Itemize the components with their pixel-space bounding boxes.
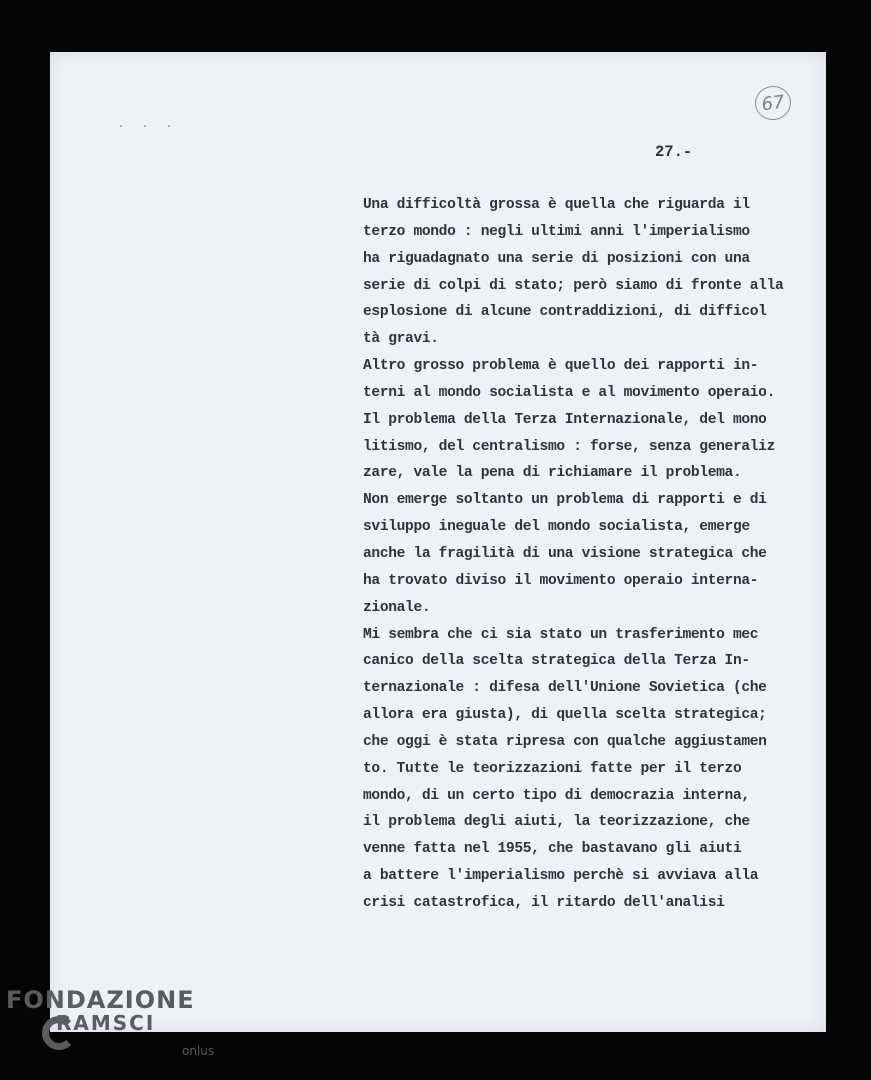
- text-line: Il problema della Terza Internazionale, del mono: [363, 411, 767, 428]
- page-number: 27.-: [655, 143, 693, 161]
- text-line: il problema degli aiuti, la teorizzazione, che: [363, 814, 750, 831]
- logo-line-1: FONDAZIONE: [6, 986, 195, 1014]
- text-line: venne fatta nel 1955, che bastavano gli aiuti: [363, 841, 742, 858]
- text-line: mondo, di un certo tipo di democrazia interna,: [363, 787, 750, 804]
- text-line: canico della scelta strategica della Terza In-: [363, 653, 750, 670]
- text-line: terzo mondo : negli ultimi anni l'imperialismo: [363, 223, 750, 240]
- text-line: ternazionale : difesa dell'Unione Sovietica (che: [363, 680, 767, 697]
- text-line: esplosione di alcune contraddizioni, di difficol: [363, 304, 767, 321]
- text-line: Una difficoltà grossa è quella che riguarda il: [363, 197, 750, 213]
- text-line: Non emerge soltanto un problema di rapporti e di: [363, 492, 767, 509]
- text-line: serie di colpi di stato; però siamo di fronte alla: [363, 277, 784, 294]
- text-line: a battere l'imperialismo perchè si avviava alla: [363, 868, 759, 885]
- paper-marks: · · ·: [118, 122, 179, 133]
- text-line: ha trovato diviso il movimento operaio interna-: [363, 572, 759, 589]
- text-line: ha riguadagnato una serie di posizioni con una: [363, 250, 750, 267]
- text-line: tà gravi.: [363, 331, 439, 348]
- text-line: litismo, del centralismo : forse, senza generaliz: [363, 438, 775, 455]
- text-line: terni al mondo socialista e al movimento operaio.: [363, 384, 775, 401]
- logo-onlus: onlus: [182, 1044, 215, 1058]
- text-line: to. Tutte le teorizzazioni fatte per il terzo: [363, 760, 742, 777]
- text-line: zare, vale la pena di richiamare il problema.: [363, 465, 742, 482]
- text-line: allora era giusta), di quella scelta strategica;: [363, 707, 767, 724]
- text-line: crisi catastrofica, il ritardo dell'analisi: [363, 894, 725, 911]
- folio-stamp: 67: [753, 84, 793, 123]
- fondazione-gramsci-logo: [6, 986, 215, 1058]
- text-line: che oggi è stata ripresa con qualche aggiustamen: [363, 733, 767, 750]
- logo-line-2: RAMSCI: [56, 1011, 156, 1035]
- text-line: Mi sembra che ci sia stato un trasferimento mec: [363, 626, 759, 643]
- text-line: sviluppo ineguale del mondo socialista, emerge: [363, 519, 750, 536]
- text-line: zionale.: [363, 599, 431, 616]
- text-line: anche la fragilità di una visione strategica che: [363, 545, 767, 562]
- body-text: [363, 192, 823, 917]
- text-line: Altro grosso problema è quello dei rapporti in-: [363, 358, 759, 375]
